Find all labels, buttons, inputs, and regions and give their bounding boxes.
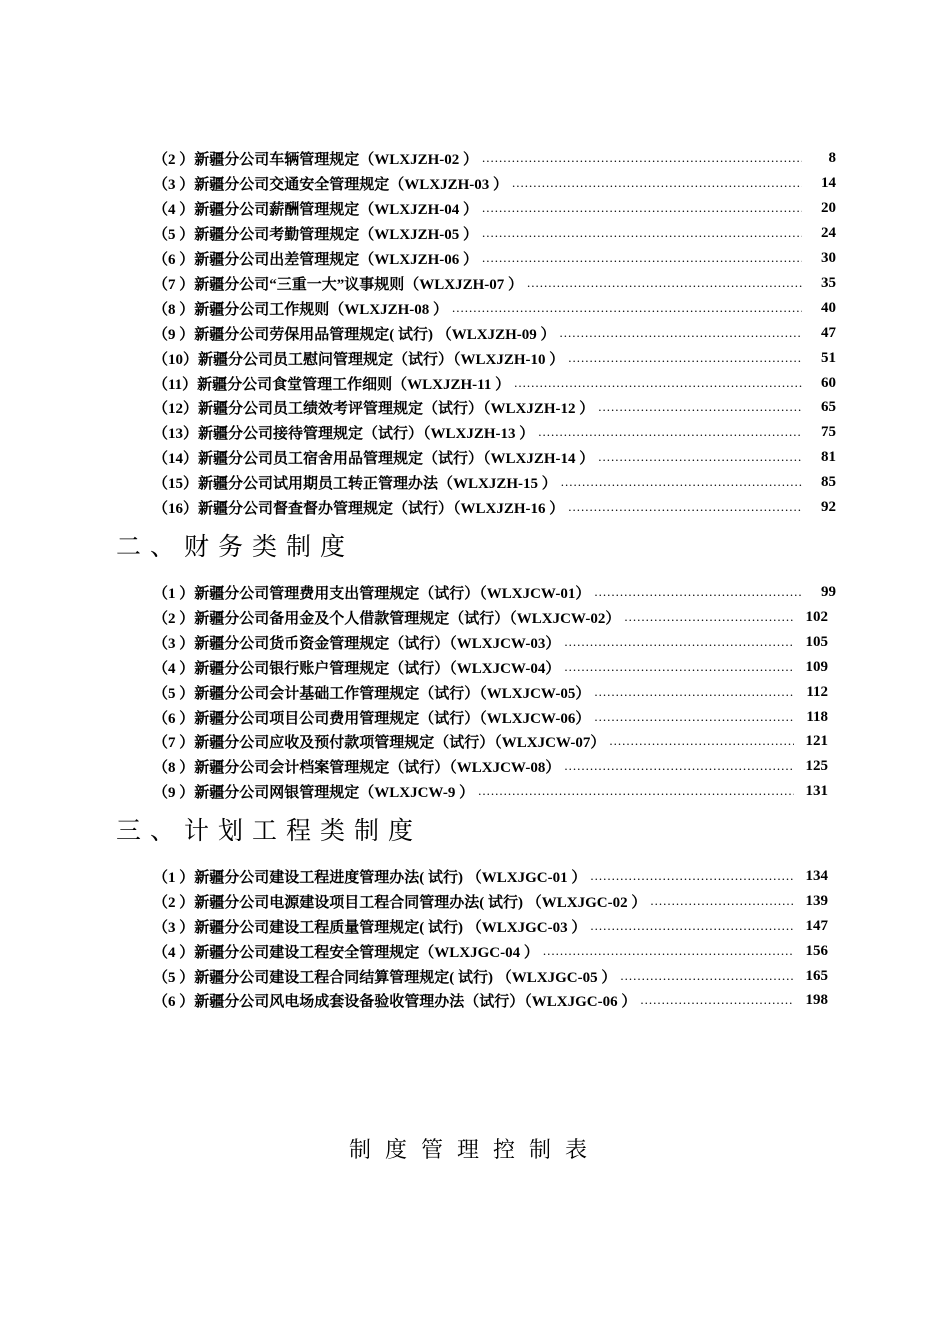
toc-leader xyxy=(598,446,802,468)
toc-leader xyxy=(543,940,794,962)
toc-leader xyxy=(594,681,794,703)
toc-entry-title: （11）新疆分公司食堂管理工作细则（WLXJZH-11 ） xyxy=(153,376,511,393)
toc-entry-title: （15）新疆分公司试用期员工转正管理办法（WLXJZH-15 ） xyxy=(153,475,557,492)
toc-leader xyxy=(624,606,794,628)
toc-leader xyxy=(640,989,794,1011)
section-heading-finance: 二、财务类制度 xyxy=(116,532,355,561)
toc-leader xyxy=(482,222,802,244)
toc-entry[interactable] xyxy=(153,940,828,962)
toc-page-number: 85 xyxy=(821,473,836,490)
toc-page-number: 134 xyxy=(805,867,828,884)
toc-page-number: 112 xyxy=(806,683,828,700)
toc-entry-title: （5 ）新疆分公司建设工程合同结算管理规定( 试行) （WLXJGC-05 ） xyxy=(153,969,617,986)
toc-entry[interactable] xyxy=(153,471,836,493)
toc-leader xyxy=(568,347,802,369)
toc-page-number: 92 xyxy=(821,498,836,515)
toc-entry-title: （8 ）新疆分公司工作规则（WLXJZH-08 ） xyxy=(153,301,449,318)
toc-entry-title: （13）新疆分公司接待管理规定（试行）（WLXJZH-13 ） xyxy=(153,425,535,442)
toc-entry[interactable] xyxy=(153,421,836,443)
toc-page-number: 47 xyxy=(821,324,836,341)
toc-entry[interactable] xyxy=(153,631,828,653)
section-heading-engineering: 三、计划工程类制度 xyxy=(116,816,423,845)
toc-entry-title: （1 ）新疆分公司管理费用支出管理规定（试行）（WLXJCW-01） xyxy=(153,585,591,602)
toc-entry-title: （9 ）新疆分公司网银管理规定（WLXJCW-9 ） xyxy=(153,784,475,801)
toc-entry[interactable] xyxy=(153,347,836,369)
toc-leader xyxy=(538,421,802,443)
toc-page-number: 99 xyxy=(821,583,836,600)
toc-page-number: 165 xyxy=(805,967,828,984)
toc-leader xyxy=(609,730,794,752)
toc-entry[interactable] xyxy=(153,965,828,987)
toc-leader xyxy=(564,631,794,653)
toc-leader xyxy=(452,297,802,319)
toc-entry[interactable] xyxy=(153,989,828,1011)
toc-entry[interactable] xyxy=(153,322,836,344)
toc-entry-title: （2 ）新疆分公司电源建设项目工程合同管理办法( 试行) （WLXJGC-02 ） xyxy=(153,894,647,911)
toc-leader xyxy=(594,581,802,603)
toc-page-number: 51 xyxy=(821,349,836,366)
toc-entry-title: （2 ）新疆分公司备用金及个人借款管理规定（试行）（WLXJCW-02） xyxy=(153,610,621,627)
toc-leader xyxy=(564,755,794,777)
toc-leader xyxy=(564,656,794,678)
toc-page-number: 156 xyxy=(805,942,828,959)
toc-entry-title: （3 ）新疆分公司建设工程质量管理规定( 试行) （WLXJGC-03 ） xyxy=(153,919,587,936)
toc-page-number: 30 xyxy=(821,249,836,266)
toc-entry-title: （6 ）新疆分公司出差管理规定（WLXJZH-06 ） xyxy=(153,251,479,268)
toc-page-number: 131 xyxy=(805,782,828,799)
toc-entry[interactable] xyxy=(153,222,836,244)
toc-entry-title: （6 ）新疆分公司项目公司费用管理规定（试行）（WLXJCW-06） xyxy=(153,710,591,727)
toc-page-number: 20 xyxy=(821,199,836,216)
toc-entry-title: （7 ）新疆分公司应收及预付款项管理规定（试行）（WLXJCW-07） xyxy=(153,734,606,751)
toc-entry[interactable] xyxy=(153,865,828,887)
toc-leader xyxy=(568,496,802,518)
toc-page-number: 109 xyxy=(805,658,828,675)
toc-entry-title: （3 ）新疆分公司交通安全管理规定（WLXJZH-03 ） xyxy=(153,176,509,193)
toc-entry-title: （10）新疆分公司员工慰问管理规定（试行）（WLXJZH-10 ） xyxy=(153,351,565,368)
toc-leader xyxy=(527,272,802,294)
toc-leader xyxy=(514,372,802,394)
toc-entry[interactable] xyxy=(153,656,828,678)
toc-page-number: 81 xyxy=(821,448,836,465)
toc-page-number: 24 xyxy=(821,224,836,241)
toc-entry-title: （3 ）新疆分公司货币资金管理规定（试行）（WLXJCW-03） xyxy=(153,635,561,652)
toc-entry[interactable] xyxy=(153,780,828,802)
toc-entry[interactable] xyxy=(153,396,836,418)
toc-leader xyxy=(482,197,802,219)
toc-leader xyxy=(561,471,802,493)
toc-entry[interactable] xyxy=(153,890,828,912)
toc-entry[interactable] xyxy=(153,372,836,394)
toc-leader xyxy=(620,965,794,987)
toc-leader xyxy=(590,915,794,937)
toc-page-number: 8 xyxy=(828,149,836,166)
toc-entry[interactable] xyxy=(153,272,836,294)
toc-page-number: 65 xyxy=(821,398,836,415)
toc-entry[interactable] xyxy=(153,197,836,219)
toc-entry-title: （16）新疆分公司督查督办管理规定（试行）（WLXJZH-16 ） xyxy=(153,500,565,517)
toc-page-number: 60 xyxy=(821,374,836,391)
toc-entry[interactable] xyxy=(153,581,836,603)
toc-entry[interactable] xyxy=(153,755,828,777)
toc-leader xyxy=(590,865,794,887)
toc-page-number: 121 xyxy=(805,732,828,749)
toc-entry[interactable] xyxy=(153,147,836,169)
toc-entry[interactable] xyxy=(153,915,828,937)
toc-entry[interactable] xyxy=(153,247,836,269)
toc-leader xyxy=(512,172,802,194)
toc-page-number: 147 xyxy=(805,917,828,934)
toc-page-number: 40 xyxy=(821,299,836,316)
toc-entry-title: （2 ）新疆分公司车辆管理规定（WLXJZH-02 ） xyxy=(153,151,479,168)
toc-entry[interactable] xyxy=(153,681,828,703)
toc-page-number: 102 xyxy=(805,608,828,625)
toc-entry-title: （8 ）新疆分公司会计档案管理规定（试行）（WLXJCW-08） xyxy=(153,759,561,776)
toc-entry-title: （5 ）新疆分公司考勤管理规定（WLXJZH-05 ） xyxy=(153,226,479,243)
control-table-title: 制度管理控制表 xyxy=(348,1138,601,1163)
toc-entry-title: （14）新疆分公司员工宿舍用品管理规定（试行）（WLXJZH-14 ） xyxy=(153,450,595,467)
toc-entry-title: （5 ）新疆分公司会计基础工作管理规定（试行）（WLXJCW-05） xyxy=(153,685,591,702)
toc-entry-title: （7 ）新疆分公司“三重一大”议事规则（WLXJZH-07 ） xyxy=(153,276,524,293)
toc-entry-title: （12）新疆分公司员工绩效考评管理规定（试行）（WLXJZH-12 ） xyxy=(153,400,595,417)
toc-page-number: 14 xyxy=(821,174,836,191)
toc-leader xyxy=(478,780,794,802)
toc-leader xyxy=(482,147,802,169)
toc-entry-title: （4 ）新疆分公司薪酬管理规定（WLXJZH-04 ） xyxy=(153,201,479,218)
toc-page-number: 35 xyxy=(821,274,836,291)
toc-leader xyxy=(560,322,803,344)
toc-entry-title: （9 ）新疆分公司劳保用品管理规定( 试行) （WLXJZH-09 ） xyxy=(153,326,556,343)
toc-page-number: 125 xyxy=(805,757,828,774)
toc-page-number: 139 xyxy=(805,892,828,909)
toc-entry[interactable] xyxy=(153,730,828,752)
toc-leader xyxy=(594,706,794,728)
toc-entry-title: （1 ）新疆分公司建设工程进度管理办法( 试行) （WLXJGC-01 ） xyxy=(153,869,587,886)
toc-leader xyxy=(598,396,802,418)
toc-entry[interactable] xyxy=(153,446,836,468)
toc-page-number: 118 xyxy=(806,708,828,725)
toc-entry[interactable] xyxy=(153,496,836,518)
toc-entry[interactable] xyxy=(153,297,836,319)
toc-page-number: 75 xyxy=(821,423,836,440)
toc-page-number: 198 xyxy=(805,991,828,1008)
toc-page-number: 105 xyxy=(805,633,828,650)
toc-entry[interactable] xyxy=(153,706,828,728)
toc-leader xyxy=(650,890,794,912)
toc-entry[interactable] xyxy=(153,606,828,628)
toc-leader xyxy=(482,247,802,269)
toc-entry[interactable] xyxy=(153,172,836,194)
toc-entry-title: （6 ）新疆分公司风电场成套设备验收管理办法（试行）（WLXJGC-06 ） xyxy=(153,993,637,1010)
toc-entry-title: （4 ）新疆分公司银行账户管理规定（试行）（WLXJCW-04） xyxy=(153,660,561,677)
toc-entry-title: （4 ）新疆分公司建设工程安全管理规定（WLXJGC-04 ） xyxy=(153,944,539,961)
